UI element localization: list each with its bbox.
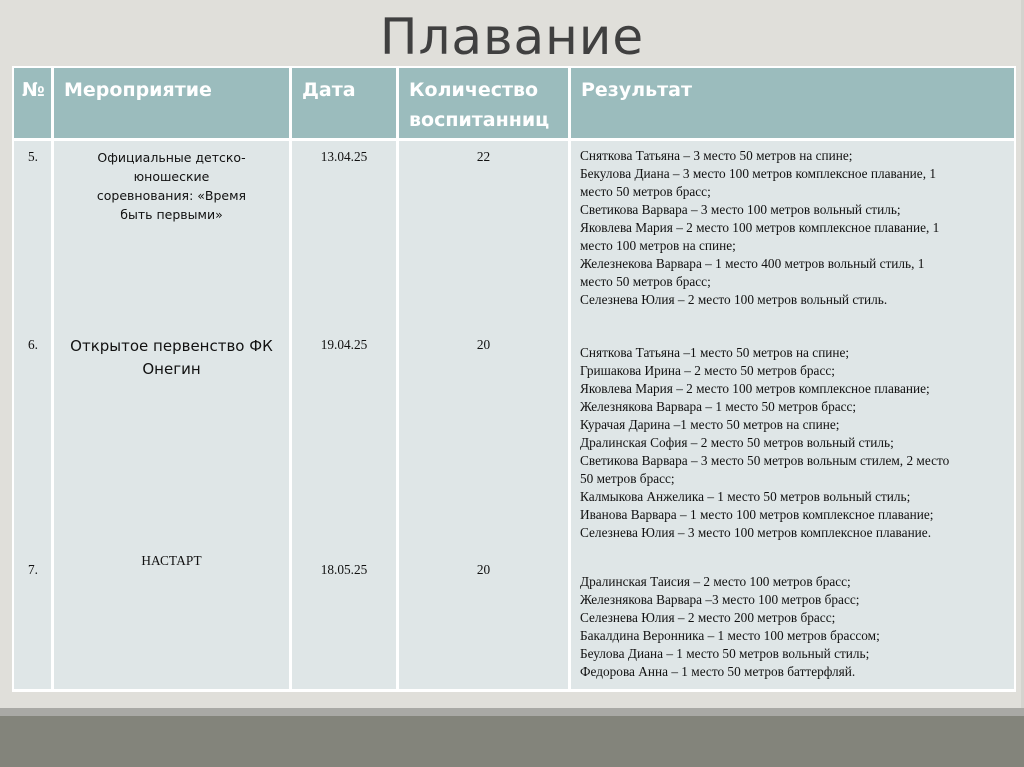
result-line: Яковлева Мария – 2 место 100 метров комплексное плавание, 1 (580, 220, 940, 235)
result-cell (571, 141, 1014, 689)
header-result (571, 68, 1014, 138)
result-line: Бакалдина Веронника – 1 место 100 метров брассом; (580, 628, 880, 643)
result-line: место 50 метров брасс; (580, 274, 711, 289)
result-line: Гришакова Ирина – 2 место 50 метров брасс; (580, 363, 835, 378)
row-6-event: Открытое первенство ФК Онегин (70, 337, 273, 378)
header-event-label: Мероприятие (64, 79, 212, 101)
header-count-label: Количество воспитанниц (409, 79, 550, 131)
row-7-results (580, 573, 1014, 681)
result-line: Железнекова Варвара – 1 место 400 метров вольный стиль, 1 (580, 256, 925, 271)
row-6-count: 20 (476, 337, 491, 352)
slide-title: Плавание (379, 8, 645, 66)
row-5-date: 13.04.25 (320, 149, 368, 164)
row-7-event: НАСТАРТ (141, 553, 202, 568)
result-line: 50 метров брасс; (580, 471, 675, 486)
result-line: Селезнева Юлия – 3 место 100 метров комплексное плавание. (580, 525, 932, 540)
row-6-date: 19.04.25 (320, 337, 368, 352)
row-6-num: 6. (28, 337, 38, 352)
row-7-num: 7. (28, 562, 38, 577)
result-line: Бекулова Диана – 3 место 100 метров комплексное плавание, 1 (580, 166, 936, 181)
row-5-num: 5. (28, 149, 38, 164)
result-line: Беулова Диана – 1 место 50 метров вольный стиль; (580, 646, 870, 661)
result-line: Сняткова Татьяна –1 место 50 метров на спине; (580, 345, 850, 360)
result-line: Железнякова Варвара – 1 место 50 метров брасс; (580, 399, 857, 414)
row-7-count: 20 (476, 562, 491, 577)
row-5-count: 22 (476, 149, 491, 164)
event-cell (54, 141, 289, 689)
result-line: Селезнева Юлия – 2 место 100 метров вольный стиль. (580, 292, 888, 307)
footer-band-dark (0, 716, 1024, 767)
header-date-label: Дата (302, 79, 356, 101)
result-line: место 50 метров брасс; (580, 184, 711, 199)
result-line: Курачая Дарина –1 место 50 метров на спине; (580, 417, 840, 432)
result-line: Селезнева Юлия – 2 место 200 метров брасс; (580, 610, 836, 625)
result-line: Светикова Варвара – 3 место 100 метров вольный стиль; (580, 202, 901, 217)
result-line: Федорова Анна – 1 место 50 метров баттерфляй. (580, 664, 856, 679)
result-line: Сняткова Татьяна – 3 место 50 метров на спине; (580, 148, 853, 163)
result-line: Железнякова Варвара –3 место 100 метров брасс; (580, 592, 860, 607)
result-line: Дралинская Таисия – 2 место 100 метров брасс; (580, 574, 851, 589)
result-line: место 100 метров на спине; (580, 238, 736, 253)
row-6-results (580, 344, 1014, 542)
result-line: Иванова Варвара – 1 место 100 метров комплексное плавание; (580, 507, 934, 522)
result-line: Дралинская София – 2 место 50 метров вольный стиль; (580, 435, 894, 450)
result-line: Калмыкова Анжелика – 1 место 50 метров вольный стиль; (580, 489, 911, 504)
header-num-label: № (22, 79, 45, 101)
header-count (399, 68, 568, 138)
header-date (292, 68, 396, 138)
header-result-label: Результат (581, 79, 693, 101)
num-cell (14, 141, 51, 689)
header-event (54, 68, 289, 138)
count-cell (399, 141, 568, 689)
result-line: Яковлева Мария – 2 место 100 метров комплексное плавание; (580, 381, 930, 396)
row-5-results (580, 147, 1014, 309)
row-5-event: Официальные детско-юношеские соревнования: «Время быть первыми» (96, 150, 247, 222)
result-line: Светикова Варвара – 3 место 50 метров вольным стилем, 2 место (580, 453, 950, 468)
row-7-date: 18.05.25 (320, 562, 368, 577)
footer-band-light (0, 708, 1024, 716)
results-table (12, 66, 1016, 692)
header-num (14, 68, 51, 138)
date-cell (292, 141, 396, 689)
